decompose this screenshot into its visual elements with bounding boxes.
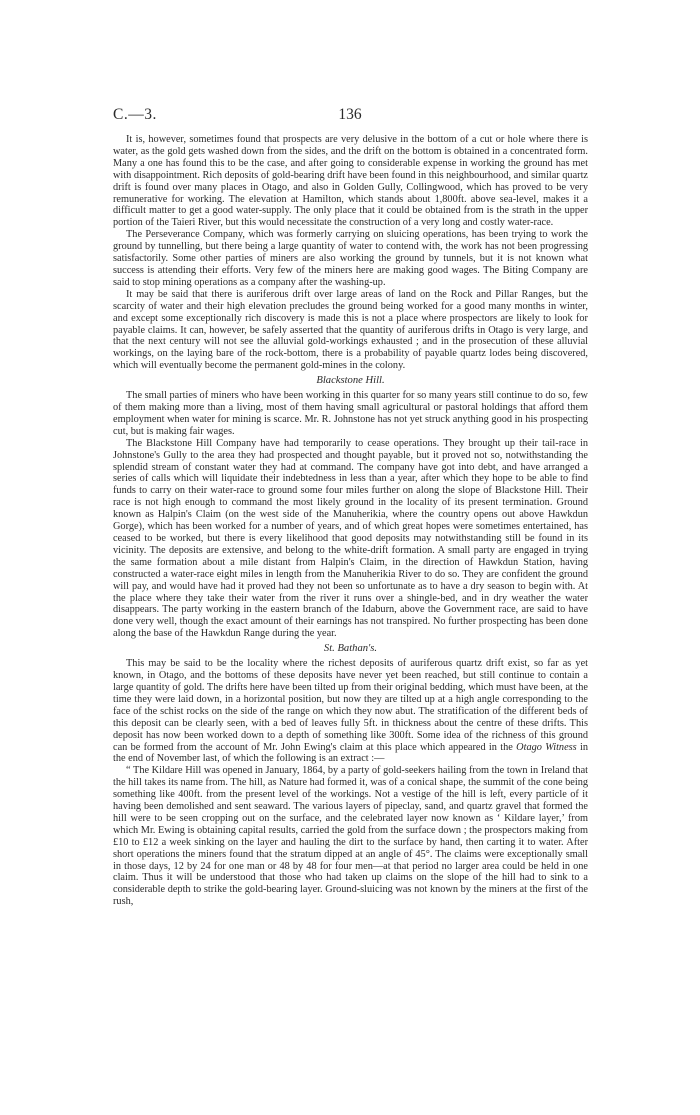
paragraph-prospects: It is, however, sometimes found that prospects are very delusive in the bottom of a cut or hole where there is water, as the gold gets washed down from the sides, and the drift on the bottom is obtained in a concentrated form. Many a one has found this to be the case, and after going to considerable expense in working the ground has met with disappointment. Rich deposits of gold-bearing drift have been found in this neighbourhood, and similar quartz drift is found over many places in Otago, and also in Golden Gully, Collingwood, which has proved to be very remunerative for working. The elevation at Hamilton, which stands about 1,800ft. above sea-level, makes it a difficult matter to get a good water-supply. The only place that it could be obtained from is the strath in the upper portion of the Taieri River, but this would necessitate the construction of a very long and costly water-race. [113,134,588,229]
body-text [113,134,588,908]
section-heading-blackstone-hill: Blackstone Hill. [316,375,385,387]
page-header [0,106,700,130]
paragraph-perseverance: The Perseverance Company, which was formerly carrying on sluicing operations, has been trying to work the ground by tunnelling, but there being a large quantity of water to contend with, the work has not been progressing satisfactorily. Some other parties of miners are also working the ground by tunnels, but it is not known what success is attending their efforts. Very few of the miners here are making good wages. The Biting Company are said to stop mining operations as a company after the washing-up. [113,229,588,288]
paragraph-blackstone-company: The Blackstone Hill Company have had temporarily to cease operations. They brought up their tail-race in Johnstone's Gully to the area they had prospected and thought payable, but it proved not so, notwithstanding the splendid stream of constant water they had at command. The company have got into debt, and have arranged a series of calls which will liquidate their indebtedness in less than a year, after which they hope to be able to find funds to carry on their water-race to ground some four miles further on along the slope of Blackstone Hill. Their race is not high enough to command the most likely ground in the locality of its present termination. Ground known as Halpin's Claim (on the west side of the Manuherikia, where the country opens out above Hawkdun Gorge), which has been worked for a number of years, and of which great hopes were sometimes entertained, has ceased to be worked, but there is every likelihood that good deposits may notwithstanding still be found in its vicinity. The deposits are extensive, and belong to the white-drift formation. A small party are engaged in trying the same formation about a mile distant from Halpin's Claim, in the direction of Hawkdun Station, having constructed a water-race eight miles in length from the Manuherikia River to do so. They are confident the ground will pay, and would have had it proved had they not been so unfortunate as to have a dry season to begin with. At the place where they take their water from the river it runs over a shingle-bed, and in dry weather the water disappears. The party working in the eastern branch of the Idaburn, above the Government race, are said to have done very well, though the exact amount of their earnings has not transpired. No further prospecting has been done along the base of the Hawkdun Range during the year. [113,437,588,640]
paragraph-text: This may be said to be the locality where the richest deposits of auriferous quartz drift exist, so far as yet known, in Otago, and the bottoms of these deposits have never yet been reached, but still continue to contain a large quantity of gold. The drifts here have been tilted up from their original bedding, which must have been, at the time they were laid down, in a horizontal position, but now they are tilted up at a high angle corresponding to the face of the schist rocks on the side of the range on which they now abut. The stratification of the different beds of this deposit can be clearly seen, with a bed of leaves fully 5ft. in thickness about the centre of these drifts. This deposit has now been worked down to a depth of something like 300ft. Some idea of the richness of this ground can be formed from the account of Mr. John Ewing's claim at this place which appeared in the [113,658,588,753]
page-number: 136 [338,106,362,123]
section-heading-st-bathans: St. Bathan's. [323,643,378,655]
paragraph-text: in the end of November last, of which the following is an extract :— [113,741,588,765]
paragraph-st-bathans [113,658,588,765]
newspaper-title: Otago Witness [516,741,577,753]
paragraph-kildare-extract: “ The Kildare Hill was opened in January, 1864, by a party of gold-seekers hailing from the town in Ireland that the hill takes its name from. The hill, as Nature had formed it, was of a conical shape, the summit of the cone being something like 400ft. from the present level of the workings. Not a vestige of the hill is left, every particle of it having been demolished and sent seaward. The various layers of pipeclay, sand, and quartz gravel that formed the hill were to be seen cropping out on the surface, and the celebrated layer now known as ‘ Kildare layer,’ from which Mr. Ewing is obtaining capital results, carried the gold from the surface down ; the prospectors making from £10 to £12 a week sinking on the layer and hauling the dirt to the surface by hand, then carting it to water. After short operations the miners found that the stratum dipped at an angle of 45°. The claims were exceptionally small in those days, 12 by 24 for one man or 48 by 48 for four men—at that period no larger area could be held in one claim. Thus it will be understood that those who had taken up claims on the slope of the hill had to sink to a considerable depth to strike the gold-bearing layer. Ground-sluicing was not known by the miners at the first of the rush, [113,765,588,908]
report-reference: C.—3. [113,106,157,123]
paragraph-blackstone-miners: The small parties of miners who have been working in this quarter for so many years still continue to do so, few of them making more than a living, most of them having small agricultural or pastoral holdings that afford them employment when water for mining is scarce. Mr. R. Johnstone has not yet struck anything good in his prospecting cut, but is making fair wages. [113,390,588,437]
paragraph-rock-and-pillar: It may be said that there is auriferous drift over large areas of land on the Rock and Pillar Ranges, but the scarcity of water and their high elevation precludes the ground being worked for a good many months in winter, and except some exceptionally rich discovery is made this is not a place where prospectors are likely to look for payable claims. It can, however, be safely asserted that the quantity of auriferous drifts in Otago is very large, and that the next century will not see the alluvial gold-workings exhausted ; and in the prosecution of these alluvial workings, on the laying bare of the rock-bottom, there is a probability of payable quartz lodes being discovered, which will eventually become the permanent gold-mines in the colony. [113,288,588,372]
